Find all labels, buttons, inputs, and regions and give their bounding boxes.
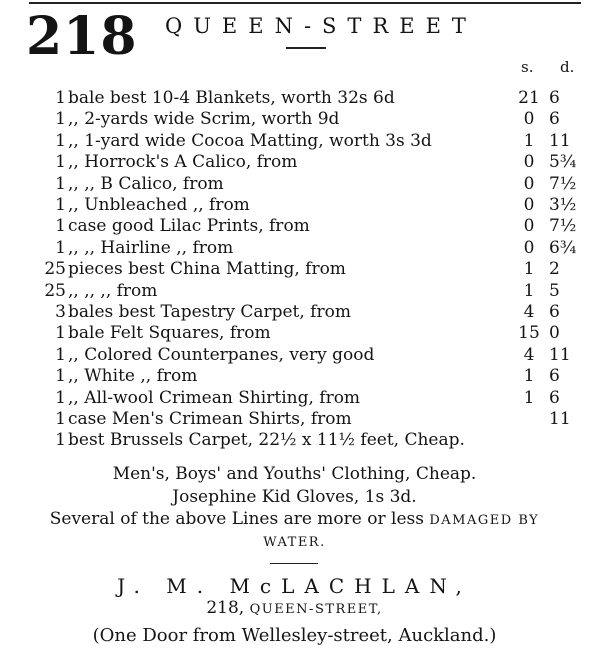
- item-quantity: 25: [44, 280, 66, 301]
- pence-column-heading: d.: [560, 58, 575, 76]
- item-price-shillings: 0: [523, 173, 535, 194]
- merchant-location: (One Door from Wellesley-street, Auckland.): [92, 625, 497, 646]
- item-quantity: 1: [55, 409, 66, 429]
- item-price-pence: 6: [549, 109, 560, 130]
- list-item: [0, 215, 589, 237]
- list-item: [0, 173, 589, 195]
- merchant-name: J. M. McLACHLAN,: [117, 574, 472, 598]
- header-underline: [286, 47, 326, 49]
- item-quantity: 1: [55, 216, 66, 237]
- item-quantity: 1: [55, 430, 66, 451]
- item-quantity: 1: [55, 344, 66, 365]
- item-quantity: 1: [55, 387, 66, 408]
- damage-notice-text: Several of the above Lines are more or less: [49, 509, 424, 529]
- item-price-pence: 6¾: [549, 237, 577, 258]
- item-description: ,, Unbleached ,, from: [68, 195, 250, 215]
- header-street-number: 218: [26, 6, 138, 67]
- item-price-pence: 6: [549, 302, 560, 322]
- item-price-shillings: 4: [523, 302, 535, 322]
- item-price-shillings: 0: [523, 109, 535, 130]
- list-item: [0, 280, 589, 302]
- item-price-pence: 2: [549, 259, 560, 280]
- item-price-shillings: 1: [523, 387, 535, 408]
- damage-notice-line-2: [0, 530, 589, 554]
- header-street-name: QUEEN-STREET: [165, 14, 477, 38]
- item-price-shillings: 1: [523, 366, 535, 387]
- item-price-pence: 6: [549, 366, 560, 387]
- item-price-pence: 11: [549, 344, 571, 365]
- item-description: best Brussels Carpet, 22½ x 11½ feet, Cheap.: [68, 430, 465, 451]
- item-quantity: 1: [55, 109, 66, 130]
- item-price-pence: 6: [549, 88, 560, 108]
- item-quantity: 1: [55, 152, 66, 173]
- damage-notice-caps: DAMAGED BY: [429, 513, 540, 528]
- list-item: [0, 344, 589, 366]
- item-quantity: 1: [55, 173, 66, 194]
- item-price-shillings: 1: [523, 259, 535, 280]
- list-item: [0, 387, 589, 409]
- list-item: [0, 108, 589, 130]
- item-description: bales best Tapestry Carpet, from: [68, 302, 351, 322]
- item-price-pence: 7½: [549, 216, 577, 237]
- item-price-shillings: 21: [518, 88, 540, 108]
- damage-notice-water: WATER.: [263, 535, 326, 550]
- footer-divider: [270, 563, 318, 564]
- item-price-pence: 7½: [549, 173, 577, 194]
- damage-notice-line-1: [0, 508, 589, 532]
- item-price-shillings: 1: [523, 280, 535, 301]
- item-price-shillings: 1: [523, 130, 535, 151]
- item-quantity: 1: [55, 366, 66, 387]
- item-description: ,, ,, ,, from: [68, 280, 158, 301]
- list-item: [0, 258, 589, 280]
- list-item: [0, 408, 589, 430]
- item-price-pence: 5: [549, 280, 560, 301]
- item-price-shillings: 0: [523, 216, 535, 237]
- item-price-shillings: 0: [523, 195, 535, 215]
- list-item: [0, 87, 589, 109]
- item-price-shillings: 0: [523, 237, 535, 258]
- item-price-pence: 6: [549, 387, 560, 408]
- item-description: ,, White ,, from: [68, 366, 198, 387]
- item-price-pence: 11: [549, 409, 571, 429]
- list-item: [0, 429, 589, 451]
- item-description: case Men's Crimean Shirts, from: [68, 409, 352, 429]
- item-price-pence: 0: [549, 323, 560, 344]
- list-item: [0, 194, 589, 216]
- item-description: case good Lilac Prints, from: [68, 216, 310, 237]
- item-description: ,, 2-yards wide Scrim, worth 9d: [68, 109, 340, 130]
- top-rule: [29, 2, 581, 4]
- merchant-address-street: QUEEN-STREET,: [249, 602, 383, 617]
- item-price-pence: 3½: [549, 195, 577, 215]
- item-description: ,, All-wool Crimean Shirting, from: [68, 387, 361, 408]
- item-description: bale best 10-4 Blankets, worth 32s 6d: [68, 88, 395, 108]
- list-item: [0, 130, 589, 152]
- merchant-address-number: 218,: [206, 598, 245, 618]
- note-gloves: Josephine Kid Gloves, 1s 3d.: [172, 487, 417, 507]
- item-quantity: 1: [55, 323, 66, 344]
- item-price-pence: 5¾: [549, 152, 577, 173]
- list-item: [0, 301, 589, 323]
- item-description: ,, ,, B Calico, from: [68, 173, 224, 194]
- item-quantity: 1: [55, 195, 66, 215]
- item-price-pence: 11: [549, 130, 571, 151]
- item-description: pieces best China Matting, from: [68, 259, 346, 280]
- item-price-shillings: 0: [523, 152, 535, 173]
- shillings-column-heading: s.: [521, 58, 534, 76]
- item-quantity: 1: [55, 130, 66, 151]
- item-quantity: 1: [55, 237, 66, 258]
- note-clothing: Men's, Boys' and Youths' Clothing, Cheap.: [112, 464, 477, 484]
- item-description: ,, 1-yard wide Cocoa Matting, worth 3s 3d: [68, 130, 432, 151]
- list-item: [0, 237, 589, 259]
- item-price-shillings: 15: [518, 323, 540, 344]
- item-description: ,, Horrock's A Calico, from: [68, 152, 298, 173]
- item-description: ,, Colored Counterpanes, very good: [68, 344, 375, 365]
- item-quantity: 1: [55, 88, 66, 108]
- item-description: bale Felt Squares, from: [68, 323, 271, 344]
- list-item: [0, 151, 589, 173]
- item-quantity: 25: [44, 259, 66, 280]
- item-price-shillings: 4: [523, 344, 535, 365]
- item-quantity: 3: [55, 302, 66, 322]
- list-item: [0, 322, 589, 344]
- list-item: [0, 365, 589, 387]
- merchant-address: [0, 598, 589, 618]
- item-description: ,, ,, Hairline ,, from: [68, 237, 234, 258]
